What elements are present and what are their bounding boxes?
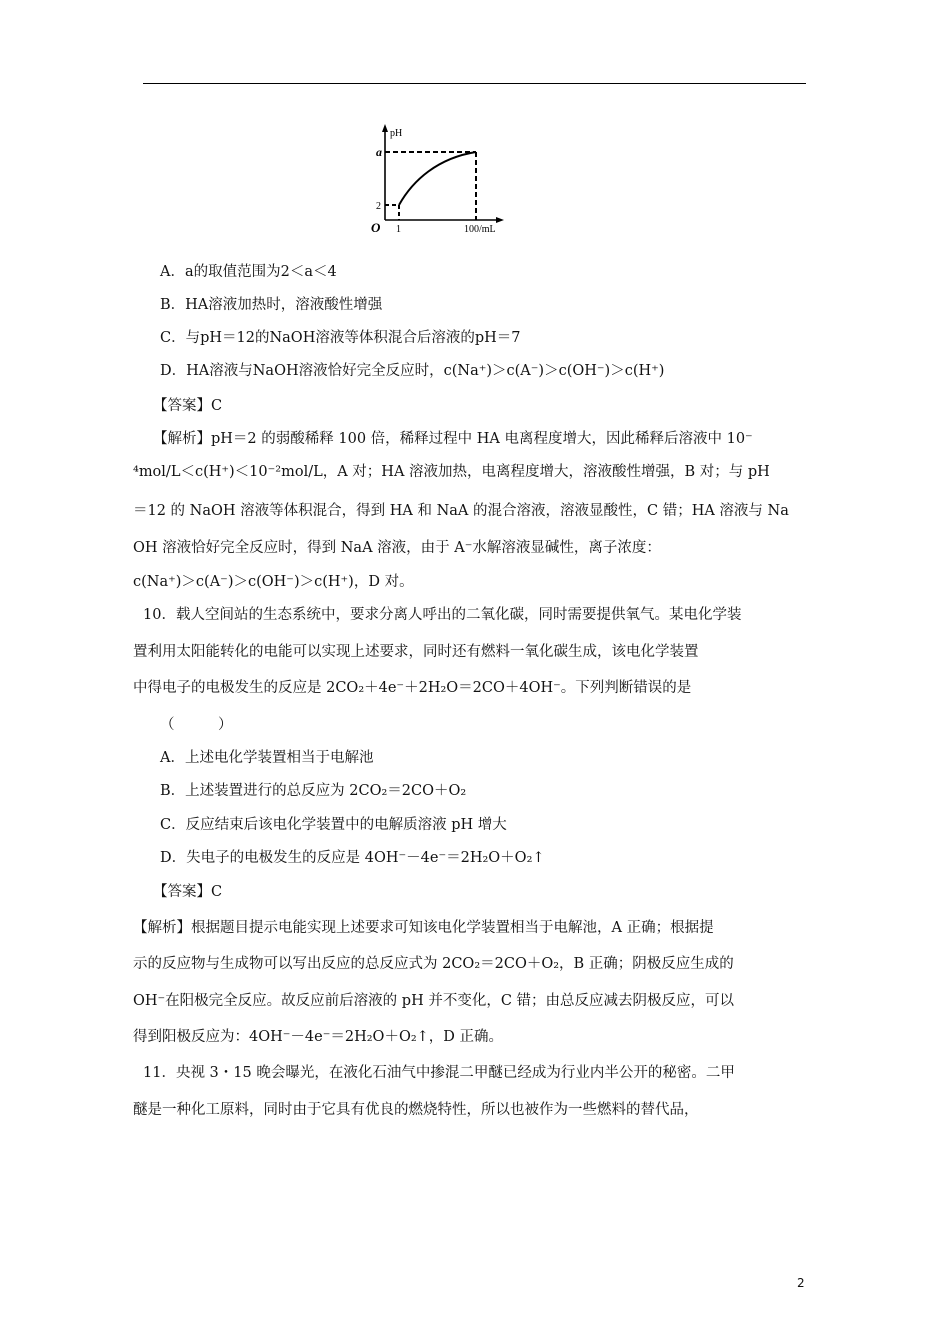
q9-explanation-line-4: OH 溶液恰好完全反应时，得到 NaA 溶液，由于 A⁻水解溶液显碱性，离子浓度：	[133, 540, 661, 556]
q9-explanation-line-3: ＝12 的 NaOH 溶液等体积混合，得到 HA 和 NaA 的混合溶液，溶液显酸性，C 错；HA 溶液与 Na	[133, 503, 789, 519]
q10-option-b: B．上述装置进行的总反应为 2CO₂＝2CO＋O₂	[160, 783, 467, 799]
y-axis-arrow-icon	[382, 124, 388, 132]
q10-blank: （ ）	[160, 717, 233, 733]
q9-option-a: A．a的取值范围为2＜a＜4	[160, 264, 337, 280]
q10-option-c: C．反应结束后该电化学装置中的电解质溶液 pH 增大	[160, 817, 507, 833]
q10-stem-line-2: 置利用太阳能转化的电能可以实现上述要求，同时还有燃料一氧化碳生成，该电化学装置	[133, 644, 699, 660]
origin-label: O	[371, 220, 381, 235]
ph-graph-svg	[368, 120, 528, 242]
q10-explanation-line-2: 示的反应物与生成物可以写出反应的总反应式为 2CO₂＝2CO＋O₂，B 正确；阴极反应生成的	[133, 956, 734, 972]
page-number: 2	[797, 1276, 805, 1290]
q9-answer: 【答案】C	[153, 398, 223, 414]
q9-option-b: B．HA溶液加热时，溶液酸性增强	[160, 297, 383, 313]
header-rule	[143, 83, 806, 84]
ph-curve	[399, 152, 476, 205]
tick-1: 1	[396, 224, 401, 235]
q10-stem-line-1: 10．载人空间站的生态系统中，要求分离人呼出的二氧化碳，同时需要提供氧气。某电化学装	[143, 607, 742, 623]
q11-stem-line-1: 11．央视 3・15 晚会曝光，在液化石油气中掺混二甲醚已经成为行业内半公开的秘密。二甲	[143, 1065, 735, 1081]
q9-explanation-line-1: 【解析】pH＝2 的弱酸稀释 100 倍，稀释过程中 HA 电离程度增大，因此稀释后溶液中 10⁻	[153, 431, 753, 447]
q9-option-d: D．HA溶液与NaOH溶液恰好完全反应时，c(Na⁺)＞c(A⁻)＞c(OH⁻)＞c(H⁺)	[160, 363, 665, 379]
q10-answer: 【答案】C	[153, 884, 223, 900]
q11-stem-line-2: 醚是一种化工原料，同时由于它具有优良的燃烧特性，所以也被作为一些燃料的替代品，	[133, 1102, 699, 1118]
tick-a: a	[376, 145, 382, 159]
q10-stem-line-3: 中得电子的电极发生的反应是 2CO₂＋4e⁻＋2H₂O＝2CO＋4OH⁻。下列判断错误的是	[133, 680, 692, 696]
tick-100ml: 100/mL	[464, 224, 496, 235]
q10-option-a: A．上述电化学装置相当于电解池	[160, 750, 374, 766]
x-axis-arrow-icon	[496, 217, 504, 223]
q10-explanation-line-1: 【解析】根据题目提示电能实现上述要求可知该电化学装置相当于电解池，A 正确；根据提	[133, 920, 714, 936]
q10-explanation-line-4: 得到阳极反应为：4OH⁻－4e⁻＝2H₂O＋O₂↑，D 正确。	[133, 1029, 504, 1045]
ph-dilution-graph	[368, 120, 528, 242]
tick-2: 2	[376, 201, 381, 212]
q9-explanation-line-5: c(Na⁺)＞c(A⁻)＞c(OH⁻)＞c(H⁺)，D 对。	[133, 574, 414, 590]
q9-option-c: C．与pH＝12的NaOH溶液等体积混合后溶液的pH＝7	[160, 330, 521, 346]
y-label: pH	[390, 128, 403, 139]
q10-explanation-line-3: OH⁻在阳极完全反应。故反应前后溶液的 pH 并不变化，C 错；由总反应减去阴极反应，可以	[133, 993, 735, 1009]
q10-option-d: D．失电子的电极发生的反应是 4OH⁻－4e⁻＝2H₂O＋O₂↑	[160, 850, 545, 866]
q9-explanation-line-2: ⁴mol/L＜c(H⁺)＜10⁻²mol/L，A 对；HA 溶液加热，电离程度增大，溶液酸性增强，B 对；与 pH	[133, 464, 770, 480]
